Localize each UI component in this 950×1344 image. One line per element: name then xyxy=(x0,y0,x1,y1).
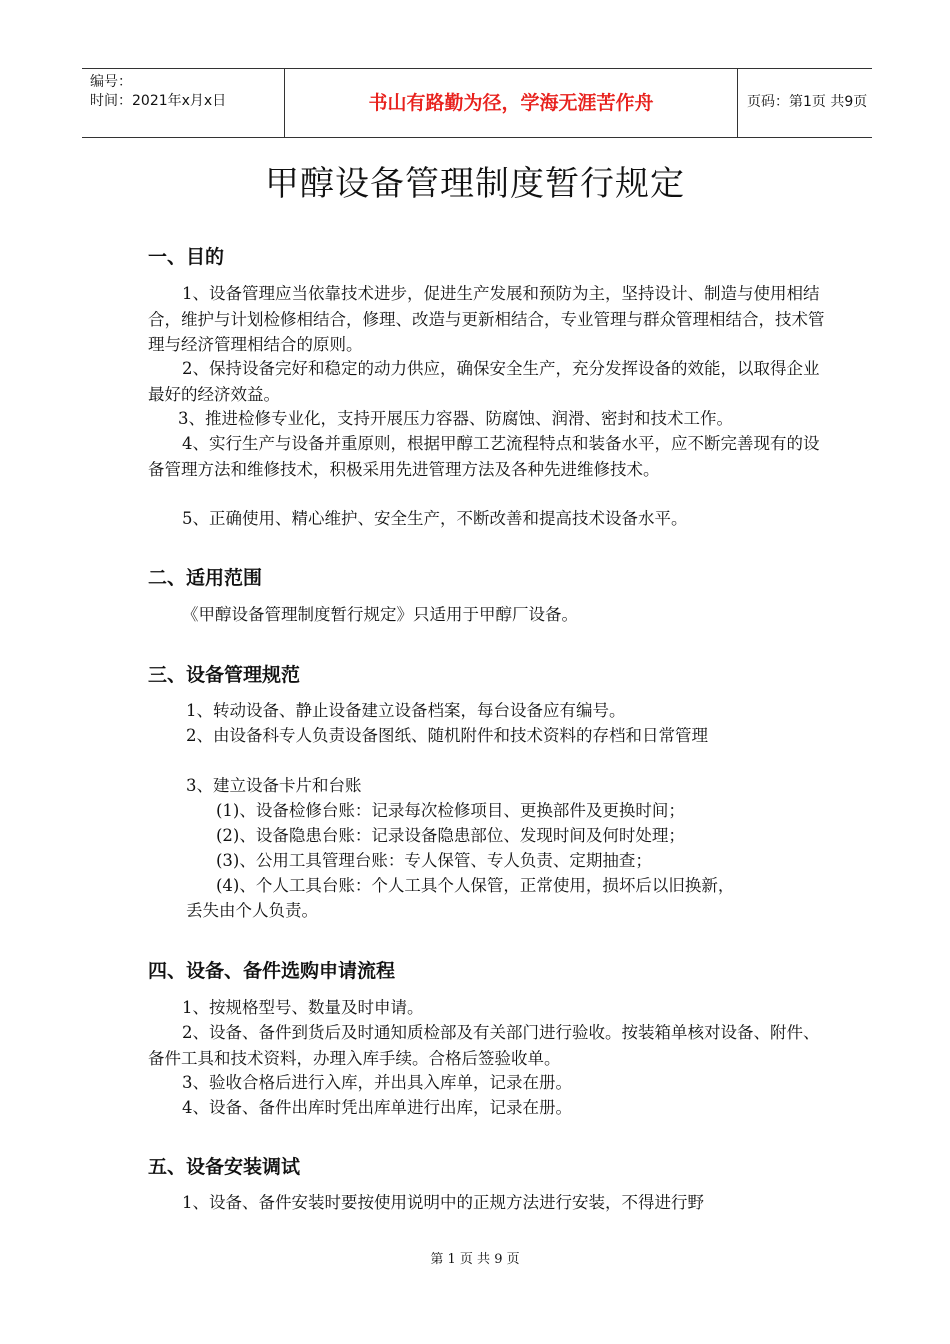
section-heading-installation: 五、设备安装调试 xyxy=(148,1156,301,1178)
paragraph: 1、设备、备件安装时要按使用说明中的正规方法进行安装，不得进行野 xyxy=(182,1193,704,1212)
section-heading-management-norms: 三、设备管理规范 xyxy=(148,664,301,686)
paragraph: 4、实行生产与设备并重原则，根据甲醇工艺流程特点和装备水平，应不断完善现有的设备管理方法和维修技术，积极采用先进管理方法及各种先进维修技术。 xyxy=(148,434,820,479)
section-heading-purpose: 一、目的 xyxy=(148,246,225,268)
document-header-table xyxy=(82,68,872,138)
list-item: (3)、公用工具管理台账：专人保管、专人负责、定期抽查； xyxy=(216,851,652,870)
header-motto-cell xyxy=(284,69,738,137)
paragraph: 3、推进检修专业化，支持开展压力容器、防腐蚀、润滑、密封和技术工作。 xyxy=(178,409,733,428)
list-item: (1)、设备检修台账：记录每次检修项目、更换部件及更换时间； xyxy=(216,801,685,820)
page-footer: 第 1 页 共 9 页 xyxy=(430,1252,520,1267)
list-item: (2)、设备隐患台账：记录设备隐患部位、发现时间及何时处理； xyxy=(216,826,685,845)
list-item: (4)、个人工具台账：个人工具个人保管，正常使用，损坏后以旧换新， xyxy=(216,876,735,895)
paragraph: 2、设备、备件到货后及时通知质检部及有关部门进行验收。按装箱单核对设备、附件、备件工具和技术资料，办理入库手续。合格后签验收单。 xyxy=(148,1023,820,1068)
list-item: 1、转动设备、静止设备建立设备档案，每台设备应有编号。 xyxy=(186,701,626,720)
paragraph: 2、保持设备完好和稳定的动力供应，确保安全生产，充分发挥设备的效能，以取得企业最好的经济效益。 xyxy=(148,359,820,404)
header-page-cell xyxy=(737,69,872,137)
paragraph: 4、设备、备件出库时凭出库单进行出库，记录在册。 xyxy=(182,1098,572,1117)
document-number-label: 编号： xyxy=(90,74,132,90)
header-meta-cell xyxy=(82,69,284,137)
paragraph: 5、正确使用、精心维护、安全生产，不断改善和提高技术设备水平。 xyxy=(182,509,688,528)
section-heading-scope: 二、适用范围 xyxy=(148,567,263,589)
paragraph: 1、按规格型号、数量及时申请。 xyxy=(182,998,424,1017)
document-date-label: 时间：2021年x月x日 xyxy=(90,93,227,109)
document-title: 甲醇设备管理制度暂行规定 xyxy=(265,164,685,204)
paragraph: 《甲醇设备管理制度暂行规定》只适用于甲醇厂设备。 xyxy=(182,605,578,624)
list-item-continuation: 丢失由个人负责。 xyxy=(186,901,318,920)
section-heading-purchase-flow: 四、设备、备件选购申请流程 xyxy=(148,960,396,982)
motto-text: 书山有路勤为径，学海无涯苦作舟 xyxy=(368,92,654,114)
paragraph: 3、验收合格后进行入库，并出具入库单，记录在册。 xyxy=(182,1073,572,1092)
header-page-info: 页码：第1页 共9页 xyxy=(747,94,868,110)
list-item: 2、由设备科专人负责设备图纸、随机附件和技术资料的存档和日常管理 xyxy=(186,726,708,745)
paragraph: 1、设备管理应当依靠技术进步，促进生产发展和预防为主，坚持设计、制造与使用相结合，维护与计划检修相结合，修理、改造与更新相结合，专业管理与群众管理相结合，技术管理与经济管理相结合的原则。 xyxy=(148,284,825,354)
list-item: 3、建立设备卡片和台账 xyxy=(186,776,362,795)
